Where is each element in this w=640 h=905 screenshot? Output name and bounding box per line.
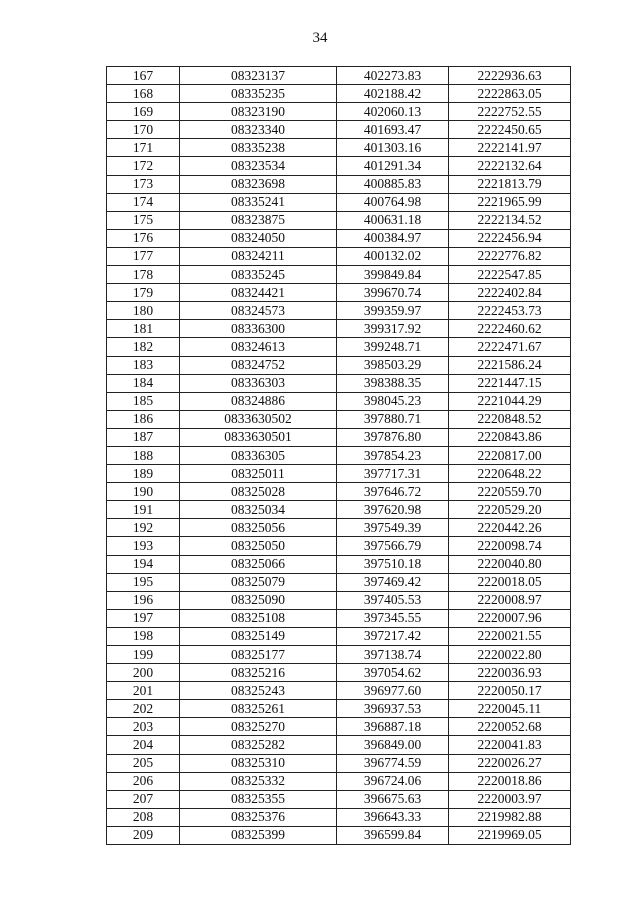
table-row: [107, 139, 571, 157]
row-index-cell: 183: [107, 356, 180, 374]
y-coordinate-cell: 2220529.20: [449, 501, 571, 519]
table-row: [107, 573, 571, 591]
row-index-cell: 208: [107, 808, 180, 826]
table-row: [107, 302, 571, 320]
point-id-cell: 08323340: [180, 121, 337, 139]
x-coordinate-cell: 396724.06: [337, 772, 449, 790]
table-row: [107, 754, 571, 772]
row-index-cell: 198: [107, 627, 180, 645]
x-coordinate-cell: 397854.23: [337, 446, 449, 464]
row-index-cell: 195: [107, 573, 180, 591]
point-id-cell: 08325056: [180, 519, 337, 537]
point-id-cell: 08324211: [180, 247, 337, 265]
row-index-cell: 203: [107, 718, 180, 736]
x-coordinate-cell: 397510.18: [337, 555, 449, 573]
x-coordinate-cell: 396643.33: [337, 808, 449, 826]
table-row: [107, 67, 571, 85]
y-coordinate-cell: 2220008.97: [449, 591, 571, 609]
y-coordinate-cell: 2222471.67: [449, 338, 571, 356]
y-coordinate-cell: 2222450.65: [449, 121, 571, 139]
x-coordinate-cell: 402060.13: [337, 103, 449, 121]
table-row: [107, 211, 571, 229]
x-coordinate-cell: 398388.35: [337, 374, 449, 392]
row-index-cell: 180: [107, 302, 180, 320]
y-coordinate-cell: 2220021.55: [449, 627, 571, 645]
point-id-cell: 08324752: [180, 356, 337, 374]
y-coordinate-cell: 2222134.52: [449, 211, 571, 229]
x-coordinate-cell: 396675.63: [337, 790, 449, 808]
x-coordinate-cell: 397717.31: [337, 465, 449, 483]
y-coordinate-cell: 2222141.97: [449, 139, 571, 157]
table-row: [107, 483, 571, 501]
point-id-cell: 08325034: [180, 501, 337, 519]
x-coordinate-cell: 399359.97: [337, 302, 449, 320]
table-row: [107, 646, 571, 664]
point-id-cell: 08325270: [180, 718, 337, 736]
y-coordinate-cell: 2221586.24: [449, 356, 571, 374]
point-id-cell: 08323875: [180, 211, 337, 229]
y-coordinate-cell: 2222132.64: [449, 157, 571, 175]
point-id-cell: 08336303: [180, 374, 337, 392]
point-id-cell: 08325376: [180, 808, 337, 826]
row-index-cell: 184: [107, 374, 180, 392]
y-coordinate-cell: 2222936.63: [449, 67, 571, 85]
point-id-cell: 08325066: [180, 555, 337, 573]
row-index-cell: 173: [107, 175, 180, 193]
row-index-cell: 171: [107, 139, 180, 157]
table-row: [107, 627, 571, 645]
x-coordinate-cell: 396849.00: [337, 736, 449, 754]
row-index-cell: 207: [107, 790, 180, 808]
point-id-cell: 08335235: [180, 85, 337, 103]
point-id-cell: 08325011: [180, 465, 337, 483]
x-coordinate-cell: 397876.80: [337, 428, 449, 446]
row-index-cell: 188: [107, 446, 180, 464]
point-id-cell: 08325399: [180, 826, 337, 844]
x-coordinate-cell: 397880.71: [337, 410, 449, 428]
x-coordinate-cell: 399248.71: [337, 338, 449, 356]
table-row: [107, 320, 571, 338]
table-row: [107, 247, 571, 265]
table-row: [107, 772, 571, 790]
x-coordinate-cell: 400764.98: [337, 193, 449, 211]
y-coordinate-cell: 2220442.26: [449, 519, 571, 537]
point-id-cell: 08325243: [180, 682, 337, 700]
table-row: [107, 664, 571, 682]
table-row: [107, 682, 571, 700]
x-coordinate-cell: 402273.83: [337, 67, 449, 85]
table-row: [107, 121, 571, 139]
point-id-cell: 08335241: [180, 193, 337, 211]
point-id-cell: 08335238: [180, 139, 337, 157]
y-coordinate-cell: 2221044.29: [449, 392, 571, 410]
point-id-cell: 08335245: [180, 266, 337, 284]
table-row: [107, 157, 571, 175]
point-id-cell: 0833630502: [180, 410, 337, 428]
point-id-cell: 0833630501: [180, 428, 337, 446]
y-coordinate-cell: 2222402.84: [449, 284, 571, 302]
y-coordinate-cell: 2221447.15: [449, 374, 571, 392]
x-coordinate-cell: 396977.60: [337, 682, 449, 700]
y-coordinate-cell: 2219982.88: [449, 808, 571, 826]
table-row: [107, 193, 571, 211]
y-coordinate-cell: 2222453.73: [449, 302, 571, 320]
row-index-cell: 172: [107, 157, 180, 175]
y-coordinate-cell: 2220098.74: [449, 537, 571, 555]
table-row: [107, 736, 571, 754]
row-index-cell: 185: [107, 392, 180, 410]
point-id-cell: 08324613: [180, 338, 337, 356]
point-id-cell: 08336305: [180, 446, 337, 464]
y-coordinate-cell: 2220007.96: [449, 609, 571, 627]
y-coordinate-cell: 2222460.62: [449, 320, 571, 338]
y-coordinate-cell: 2220018.05: [449, 573, 571, 591]
row-index-cell: 169: [107, 103, 180, 121]
table-row: [107, 410, 571, 428]
point-id-cell: 08323190: [180, 103, 337, 121]
point-id-cell: 08325310: [180, 754, 337, 772]
table-row: [107, 826, 571, 844]
point-id-cell: 08325090: [180, 591, 337, 609]
row-index-cell: 199: [107, 646, 180, 664]
row-index-cell: 202: [107, 700, 180, 718]
y-coordinate-cell: 2220041.83: [449, 736, 571, 754]
x-coordinate-cell: 396599.84: [337, 826, 449, 844]
x-coordinate-cell: 400631.18: [337, 211, 449, 229]
y-coordinate-cell: 2220022.80: [449, 646, 571, 664]
coordinates-table: [106, 66, 571, 845]
y-coordinate-cell: 2222456.94: [449, 229, 571, 247]
table-body: [107, 67, 571, 845]
point-id-cell: 08323534: [180, 157, 337, 175]
table-row: [107, 808, 571, 826]
y-coordinate-cell: 2220817.00: [449, 446, 571, 464]
x-coordinate-cell: 399670.74: [337, 284, 449, 302]
y-coordinate-cell: 2220003.97: [449, 790, 571, 808]
table-row: [107, 392, 571, 410]
table-row: [107, 103, 571, 121]
table-row: [107, 519, 571, 537]
x-coordinate-cell: 398045.23: [337, 392, 449, 410]
y-coordinate-cell: 2220050.17: [449, 682, 571, 700]
point-id-cell: 08325149: [180, 627, 337, 645]
y-coordinate-cell: 2221965.99: [449, 193, 571, 211]
point-id-cell: 08324573: [180, 302, 337, 320]
y-coordinate-cell: 2220848.52: [449, 410, 571, 428]
x-coordinate-cell: 400885.83: [337, 175, 449, 193]
x-coordinate-cell: 398503.29: [337, 356, 449, 374]
table-row: [107, 501, 571, 519]
row-index-cell: 193: [107, 537, 180, 555]
table-row: [107, 229, 571, 247]
row-index-cell: 189: [107, 465, 180, 483]
point-id-cell: 08325108: [180, 609, 337, 627]
table-row: [107, 85, 571, 103]
table-row: [107, 700, 571, 718]
x-coordinate-cell: 397054.62: [337, 664, 449, 682]
point-id-cell: 08325079: [180, 573, 337, 591]
row-index-cell: 178: [107, 266, 180, 284]
table-row: [107, 356, 571, 374]
point-id-cell: 08325177: [180, 646, 337, 664]
table-row: [107, 555, 571, 573]
point-id-cell: 08325282: [180, 736, 337, 754]
row-index-cell: 209: [107, 826, 180, 844]
row-index-cell: 167: [107, 67, 180, 85]
point-id-cell: 08323698: [180, 175, 337, 193]
row-index-cell: 177: [107, 247, 180, 265]
x-coordinate-cell: 397405.53: [337, 591, 449, 609]
table-row: [107, 284, 571, 302]
row-index-cell: 201: [107, 682, 180, 700]
x-coordinate-cell: 397566.79: [337, 537, 449, 555]
y-coordinate-cell: 2220843.86: [449, 428, 571, 446]
point-id-cell: 08336300: [180, 320, 337, 338]
y-coordinate-cell: 2222863.05: [449, 85, 571, 103]
row-index-cell: 186: [107, 410, 180, 428]
point-id-cell: 08323137: [180, 67, 337, 85]
point-id-cell: 08325355: [180, 790, 337, 808]
y-coordinate-cell: 2220040.80: [449, 555, 571, 573]
point-id-cell: 08325216: [180, 664, 337, 682]
x-coordinate-cell: 399849.84: [337, 266, 449, 284]
row-index-cell: 182: [107, 338, 180, 356]
y-coordinate-cell: 2219969.05: [449, 826, 571, 844]
row-index-cell: 194: [107, 555, 180, 573]
x-coordinate-cell: 397217.42: [337, 627, 449, 645]
table-row: [107, 718, 571, 736]
y-coordinate-cell: 2220045.11: [449, 700, 571, 718]
row-index-cell: 197: [107, 609, 180, 627]
row-index-cell: 181: [107, 320, 180, 338]
x-coordinate-cell: 402188.42: [337, 85, 449, 103]
y-coordinate-cell: 2220052.68: [449, 718, 571, 736]
row-index-cell: 175: [107, 211, 180, 229]
row-index-cell: 206: [107, 772, 180, 790]
x-coordinate-cell: 399317.92: [337, 320, 449, 338]
x-coordinate-cell: 401693.47: [337, 121, 449, 139]
point-id-cell: 08325028: [180, 483, 337, 501]
point-id-cell: 08325332: [180, 772, 337, 790]
y-coordinate-cell: 2220026.27: [449, 754, 571, 772]
table-row: [107, 374, 571, 392]
row-index-cell: 205: [107, 754, 180, 772]
table-row: [107, 175, 571, 193]
row-index-cell: 204: [107, 736, 180, 754]
row-index-cell: 196: [107, 591, 180, 609]
y-coordinate-cell: 2222752.55: [449, 103, 571, 121]
point-id-cell: 08324421: [180, 284, 337, 302]
row-index-cell: 170: [107, 121, 180, 139]
y-coordinate-cell: 2221813.79: [449, 175, 571, 193]
table-row: [107, 609, 571, 627]
y-coordinate-cell: 2222776.82: [449, 247, 571, 265]
x-coordinate-cell: 396887.18: [337, 718, 449, 736]
page-number: 34: [312, 30, 328, 46]
row-index-cell: 168: [107, 85, 180, 103]
row-index-cell: 192: [107, 519, 180, 537]
x-coordinate-cell: 397620.98: [337, 501, 449, 519]
point-id-cell: 08325050: [180, 537, 337, 555]
row-index-cell: 200: [107, 664, 180, 682]
x-coordinate-cell: 400384.97: [337, 229, 449, 247]
y-coordinate-cell: 2220018.86: [449, 772, 571, 790]
table-row: [107, 266, 571, 284]
x-coordinate-cell: 397469.42: [337, 573, 449, 591]
point-id-cell: 08324886: [180, 392, 337, 410]
y-coordinate-cell: 2220648.22: [449, 465, 571, 483]
table-row: [107, 338, 571, 356]
table-row: [107, 790, 571, 808]
x-coordinate-cell: 400132.02: [337, 247, 449, 265]
table-row: [107, 428, 571, 446]
row-index-cell: 191: [107, 501, 180, 519]
row-index-cell: 187: [107, 428, 180, 446]
y-coordinate-cell: 2222547.85: [449, 266, 571, 284]
row-index-cell: 190: [107, 483, 180, 501]
point-id-cell: 08324050: [180, 229, 337, 247]
x-coordinate-cell: 397138.74: [337, 646, 449, 664]
table-row: [107, 465, 571, 483]
y-coordinate-cell: 2220559.70: [449, 483, 571, 501]
x-coordinate-cell: 397549.39: [337, 519, 449, 537]
y-coordinate-cell: 2220036.93: [449, 664, 571, 682]
x-coordinate-cell: 401303.16: [337, 139, 449, 157]
table-row: [107, 537, 571, 555]
x-coordinate-cell: 397345.55: [337, 609, 449, 627]
x-coordinate-cell: 396774.59: [337, 754, 449, 772]
x-coordinate-cell: 396937.53: [337, 700, 449, 718]
row-index-cell: 176: [107, 229, 180, 247]
x-coordinate-cell: 397646.72: [337, 483, 449, 501]
table-row: [107, 591, 571, 609]
x-coordinate-cell: 401291.34: [337, 157, 449, 175]
row-index-cell: 179: [107, 284, 180, 302]
table-row: [107, 446, 571, 464]
point-id-cell: 08325261: [180, 700, 337, 718]
row-index-cell: 174: [107, 193, 180, 211]
